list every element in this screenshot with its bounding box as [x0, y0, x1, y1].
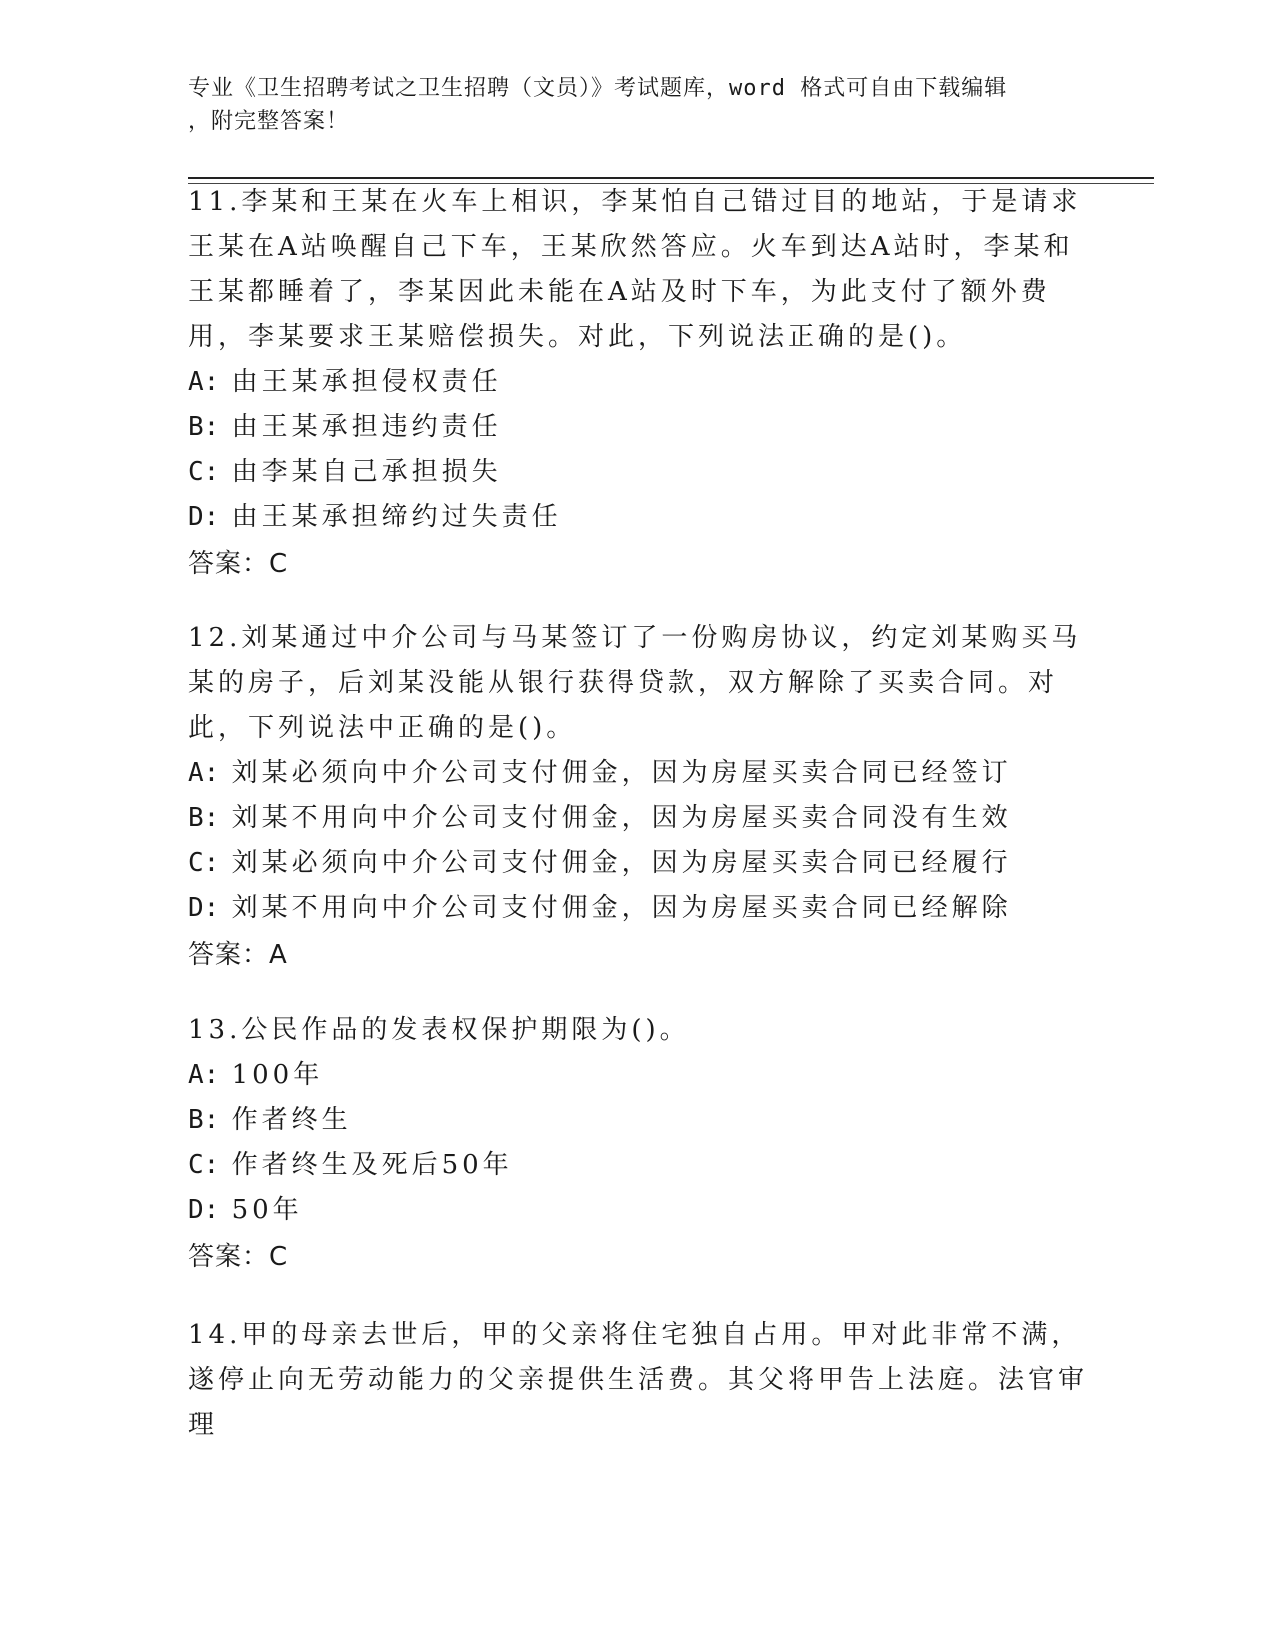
option-b — [188, 405, 1088, 450]
answer-line: 答案：C — [188, 549, 289, 579]
option-text: 刘某不用向中介公司支付佣金，因为房屋买卖合同已经解除 — [231, 893, 1012, 923]
option-text: 100年 — [231, 1060, 324, 1090]
option-text: 由李某自己承担损失 — [231, 457, 502, 487]
option-d — [188, 495, 1088, 540]
question-stem: 12.刘某通过中介公司与马某签订了一份购房协议，约定刘某购买马某的房子，后刘某没能从银行获得贷款，双方解除了买卖合同。对此，下列说法中正确的是()。 — [188, 623, 1082, 743]
option-text: 由王某承担违约责任 — [231, 412, 502, 442]
header-divider-thick — [188, 177, 1154, 179]
option-key: B: — [188, 412, 220, 442]
option-a — [188, 360, 1088, 405]
option-key: B: — [188, 803, 220, 833]
option-c — [188, 450, 1088, 495]
option-key: D: — [188, 1195, 220, 1225]
option-key: C: — [188, 848, 220, 878]
question-11 — [188, 180, 1088, 587]
option-key: B: — [188, 1105, 220, 1135]
answer-line: 答案：A — [188, 940, 288, 970]
option-text: 作者终生及死后50年 — [231, 1150, 513, 1180]
option-key: C: — [188, 1150, 220, 1180]
option-b — [188, 796, 1088, 841]
question-stem: 13.公民作品的发表权保护期限为()。 — [188, 1015, 690, 1045]
option-text: 刘某不用向中介公司支付佣金，因为房屋买卖合同没有生效 — [231, 803, 1012, 833]
option-key: D: — [188, 502, 220, 532]
document-header — [188, 72, 1068, 138]
option-key: C: — [188, 457, 220, 487]
option-key: A: — [188, 758, 220, 788]
header-line-1: 专业《卫生招聘考试之卫生招聘（文员）》考试题库，word 格式可自由下载编辑 — [188, 76, 1008, 101]
question-stem: 14.甲的母亲去世后，甲的父亲将住宅独自占用。甲对此非常不满，遂停止向无劳动能力的父亲提供生活费。其父将甲告上法庭。法官审理 — [188, 1320, 1089, 1440]
option-a — [188, 1053, 1088, 1098]
option-text: 刘某必须向中介公司支付佣金，因为房屋买卖合同已经履行 — [231, 848, 1012, 878]
option-key: A: — [188, 367, 220, 397]
option-a — [188, 751, 1088, 796]
question-13 — [188, 1008, 1088, 1280]
option-text: 作者终生 — [231, 1105, 352, 1135]
answer-line: 答案：C — [188, 1242, 289, 1272]
option-text: 由王某承担侵权责任 — [231, 367, 502, 397]
option-c — [188, 841, 1088, 886]
option-d — [188, 886, 1088, 931]
option-d — [188, 1188, 1088, 1233]
header-line-2: ，附完整答案！ — [188, 109, 350, 134]
option-b — [188, 1098, 1088, 1143]
question-14 — [188, 1313, 1088, 1448]
option-text: 刘某必须向中介公司支付佣金，因为房屋买卖合同已经签订 — [231, 758, 1012, 788]
question-stem: 11.李某和王某在火车上相识，李某怕自己错过目的地站，于是请求王某在A站唤醒自己下车，王某欣然答应。火车到达A站时，李某和王某都睡着了，李某因此未能在A站及时下车，为此支付了额外费用，李某要求王某赔偿损失。对此，下列说法正确的是()。 — [188, 187, 1082, 352]
option-text: 50年 — [231, 1195, 303, 1225]
option-key: D: — [188, 893, 220, 923]
option-key: A: — [188, 1060, 220, 1090]
question-12 — [188, 616, 1088, 978]
option-text: 由王某承担缔约过失责任 — [231, 502, 562, 532]
option-c — [188, 1143, 1088, 1188]
